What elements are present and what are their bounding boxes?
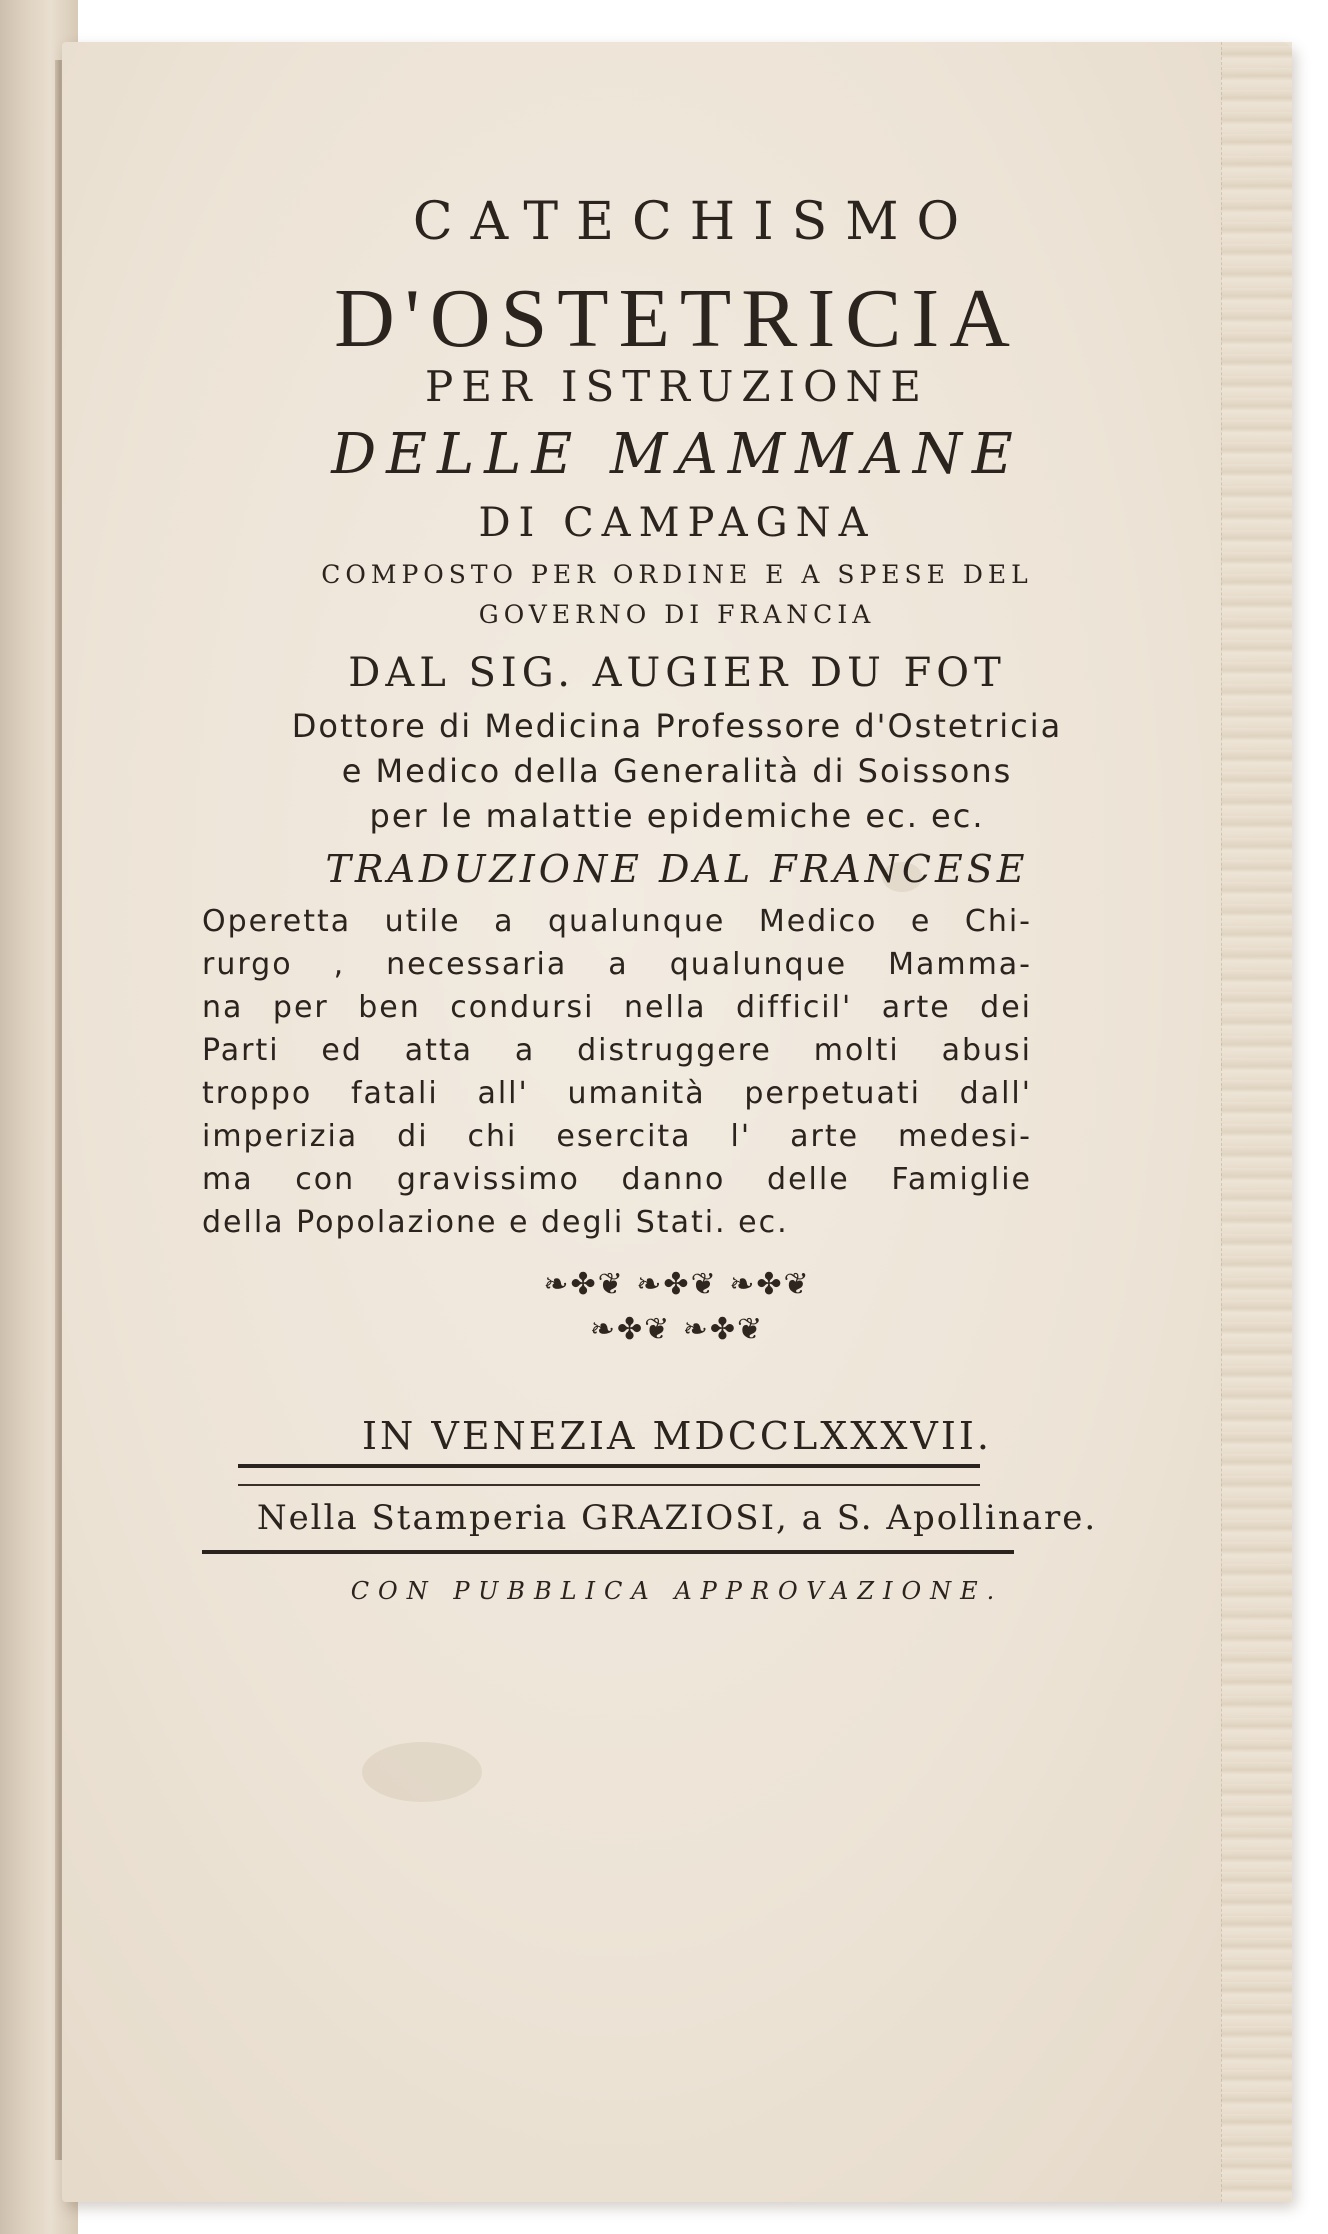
description-line: Parti ed atta a distruggere molti abusi bbox=[202, 1033, 1032, 1068]
subtitle-line-2: GOVERNO DI FRANCIA bbox=[478, 600, 876, 629]
credential-line: e Medico della Generalità di Soissons bbox=[341, 752, 1013, 790]
title-line-1: CATECHISMO bbox=[412, 192, 978, 252]
description-line: imperizia di chi esercita l' arte medesi- bbox=[202, 1119, 1032, 1154]
paper-stain bbox=[362, 1742, 482, 1802]
translation-note: TRADUZIONE DAL FRANCESE bbox=[325, 847, 1029, 891]
title-line-4: DELLE MAMMANE bbox=[331, 422, 1023, 487]
imprint-line: IN VENEZIA MDCCLXXXVII. bbox=[362, 1414, 992, 1458]
author-line: DAL SIG. AUGIER DU FOT bbox=[348, 650, 1006, 696]
description-line: della Popolazione e degli Stati. ec. bbox=[202, 1205, 789, 1240]
description-line: troppo fatali all' umanità perpetuati dall' bbox=[202, 1076, 1032, 1111]
description-line: ma con gravissimo danno delle Famiglie bbox=[202, 1162, 1032, 1197]
title-line-3: PER ISTRUZIONE bbox=[425, 362, 929, 411]
credential-line: per le malattie epidemiche ec. ec. bbox=[369, 797, 985, 835]
description-paragraph bbox=[202, 900, 1032, 1244]
title-page bbox=[62, 42, 1292, 2202]
approval-line: CON PUBBLICA APPROVAZIONE. bbox=[350, 1577, 1004, 1605]
description-line: na per ben condursi nella difficil' arte dei bbox=[202, 990, 1032, 1025]
thick-rule bbox=[238, 1464, 980, 1468]
subtitle-line-1: COMPOSTO PER ORDINE E A SPESE DEL bbox=[321, 560, 1033, 589]
thin-rule bbox=[238, 1484, 980, 1486]
description-line: rurgo , necessaria a qualunque Mamma- bbox=[202, 947, 1032, 982]
credential-line: Dottore di Medicina Professore d'Ostetricia bbox=[291, 707, 1063, 745]
title-line-5: DI CAMPAGNA bbox=[478, 500, 876, 546]
description-line: Operetta utile a qualunque Medico e Chi- bbox=[202, 904, 1032, 939]
thick-rule bbox=[202, 1550, 1014, 1554]
fleuron-ornament-row: ❧✤❦ ❧✤❦ bbox=[589, 1312, 765, 1347]
title-line-2: D'OSTETRICIA bbox=[334, 272, 1020, 365]
fleuron-ornament-row: ❧✤❦ ❧✤❦ ❧✤❦ bbox=[543, 1267, 811, 1302]
printer-line: Nella Stamperia GRAZIOSI, a S. Apollinare. bbox=[256, 1498, 1098, 1538]
